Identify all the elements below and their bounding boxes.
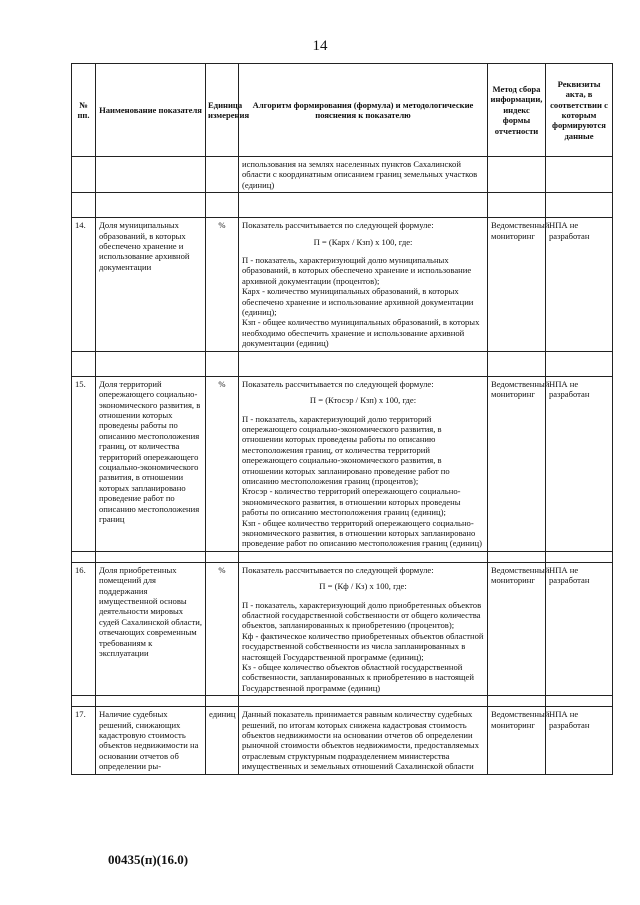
formula: П = (Карх / Кзп) х 100, где: <box>313 236 413 247</box>
header-method: Метод сбора информации, индекс формы отчетности <box>488 64 546 157</box>
continuation-row <box>72 157 613 193</box>
formula-desc: Данный показатель принимается равным количеству судебных решений, по итогам которых снижена кадастровая стоимость объектов недвижимости на основании отчетов об определении рыночной стоимости объектов недвижимости, предоставляемых отраслевым структурным подразделением министерства имущественных и земельных отношений Сахалинской области <box>242 709 480 772</box>
header-num: № пп. <box>72 64 96 157</box>
spacer-row <box>72 193 613 218</box>
formula: П = (Кф / Кз) х 100, где: <box>319 581 407 592</box>
formula-desc: Кзп - общее количество территорий опережающего социально-экономического развития, в отношении которых запланировано проведение работ по описанию местоположения границ (единиц) <box>242 517 482 549</box>
requisites: НПА не разработан <box>546 218 613 351</box>
header-name: Наименование показателя <box>96 64 206 157</box>
header-unit: Единица измерения <box>206 64 239 157</box>
requisites: НПА не разработан <box>546 376 613 551</box>
page-number: 14 <box>312 38 328 54</box>
row-number: 14. <box>72 218 96 351</box>
unit: % <box>206 562 239 695</box>
unit: % <box>206 376 239 551</box>
method: Ведомственный мониторинг <box>488 707 546 774</box>
formula-desc: Кзп - общее количество муниципальных образований, в которых необходимо обеспечить хранение и использование архивной документации (единиц) <box>242 317 480 349</box>
algorithm-cell <box>239 218 488 351</box>
requisites: НПА не разработан <box>546 562 613 695</box>
formula-desc: Кф - фактическое количество приобретенных объектов областной государственной собственности из числа запланированных в настоящей Государственной программе (единиц); <box>242 630 484 662</box>
header-algorithm: Алгоритм формирования (формула) и методологические пояснения к показателю <box>239 64 488 157</box>
spacer-row <box>72 351 613 376</box>
header-row <box>72 64 613 157</box>
spacer-row <box>72 551 613 562</box>
indicator-table <box>71 63 613 775</box>
indicator-name: Наличие судебных решений, снижающих кадастровую стоимость объектов недвижимости на основании отчетов об определении ры- <box>96 707 206 774</box>
formula-desc: Ктосэр - количество территорий опережающего социально-экономического развития, в отношении которых проведены работы по описанию местоположения границ (единиц); <box>242 486 461 518</box>
algorithm-cell <box>239 376 488 551</box>
formula-intro: Показатель рассчитывается по следующей формуле: <box>242 378 434 389</box>
formula-desc: П - показатель, характеризующий долю приобретенных объектов областной государственной собственности от общего количества объектов, запланированных к приобретению (процентов); <box>242 599 482 631</box>
formula-desc: П - показатель, характеризующий долю территорий опережающего социально-экономического развития, в отношении которых проведены работы по описанию местоположения границ, от количества территорий опережающего социально-экономического развития, в отношении которых запланировано проведение работ по описанию местоположения границ (процентов); <box>242 413 450 486</box>
table-row <box>72 707 613 774</box>
method: Ведомственный мониторинг <box>488 562 546 695</box>
row-number: 17. <box>72 707 96 774</box>
table-row <box>72 562 613 695</box>
unit: единиц <box>206 707 239 774</box>
method: Ведомственный мониторинг <box>488 218 546 351</box>
document-code: 00435(п)(16.0) <box>108 852 189 867</box>
formula-desc: Карх - количество муниципальных образований, в которых обеспечено хранение и использование архивной документации (единиц); <box>242 286 474 318</box>
formula-desc: Кз - общее количество объектов областной государственной собственности, запланированных к приобретению в настоящей Государственной программе (единиц) <box>242 662 474 693</box>
spacer-row <box>72 696 613 707</box>
indicator-name: Доля территорий опережающего социально-экономического развития, в отношении которых проведены работы по описанию местоположения границ, от количества территорий опережающего социально-экономического развития, в отношении которых запланировано проведение работ по описанию местоположения границ <box>96 376 206 551</box>
algorithm-cell <box>239 562 488 695</box>
indicator-name: Доля муниципальных образований, в которых обеспечено хранение и использование архивной документации <box>96 218 206 351</box>
indicator-name: Доля приобретенных помещений для поддержания имущественной основы деятельности мировых судей Сахалинской области, отвечающих современным требованиям к эксплуатации <box>96 562 206 695</box>
header-requisites: Реквизиты акта, в соответствии с которым формируются данные <box>546 64 613 157</box>
table-row <box>72 376 613 551</box>
formula: П = (Ктосэр / Кзп) х 100, где: <box>309 395 417 406</box>
table-row <box>72 218 613 351</box>
row-number: 15. <box>72 376 96 551</box>
requisites: НПА не разработан <box>546 707 613 774</box>
continuation-text: использования на землях населенных пунктов Сахалинской области с координатным описанием границ земельных участков (единиц) <box>239 157 488 193</box>
row-number: 16. <box>72 562 96 695</box>
formula-desc: П - показатель, характеризующий долю муниципальных образований, в которых обеспечено хранение и использование архивной документации (процентов); <box>242 255 472 286</box>
formula-intro: Показатель рассчитывается по следующей формуле: <box>242 564 434 575</box>
method: Ведомственный мониторинг <box>488 376 546 551</box>
algorithm-cell <box>239 707 488 774</box>
unit: % <box>206 218 239 351</box>
formula-intro: Показатель рассчитывается по следующей формуле: <box>242 220 434 231</box>
